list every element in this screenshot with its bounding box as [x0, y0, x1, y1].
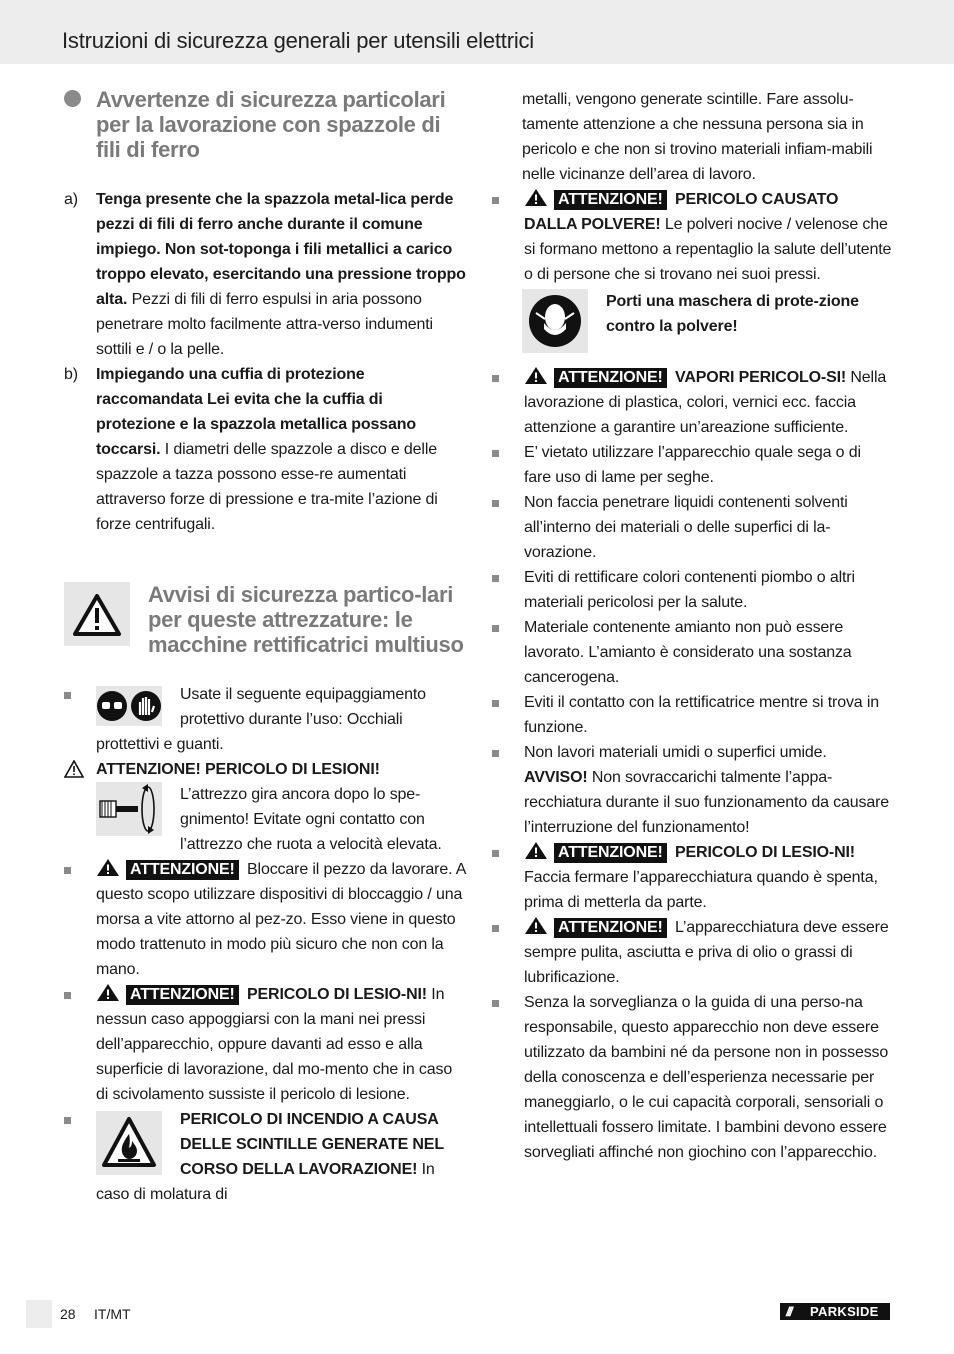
attention-label: ATTENZIONE!: [554, 368, 667, 388]
bullet-icon: [492, 500, 499, 507]
attention-label: ATTENZIONE!: [126, 860, 239, 880]
lesion-warning-title: ATTENZIONE! PERICOLO DI LESIONI!: [96, 761, 380, 778]
bullet-icon: [64, 692, 71, 699]
list-item-asbestos: [490, 615, 892, 690]
bullet-icon: [492, 850, 499, 857]
list-item-clamp: [62, 857, 466, 982]
overload-text: Non sovraccarichi talmente l’appa-recchiatura durante il suo funzionamento da causare l’interruzione del funzionamento!: [524, 769, 890, 836]
hands-text: In nessun caso appoggiarsi con la mani nei pressi dell’apparecchio, oppure davanti ad esso e alla superficie di lavorazione, dal mo-mento che in caso di scivolamento sussiste il pericolo di lesione.: [96, 986, 453, 1103]
list-item-saw: [490, 440, 892, 490]
vapor-bold: VAPORI PERICOLO-SI!: [675, 369, 847, 386]
contact-text: Eviti il contatto con la rettificatrice mentre si trova in funzione.: [524, 694, 879, 736]
list-item-a-text: Pezzi di fili di ferro espulsi in aria possono penetrare molto facilmente attra-verso indumenti sottili e / o la pelle.: [96, 291, 433, 358]
rotating-tool-warning: [62, 782, 466, 857]
mask-instruction: [490, 289, 892, 355]
dust-text: Le polveri nocive / velenose che si formano mettono a repentaglio la salute dell’utente o di persone che si trovano nei suoi pressi.: [524, 216, 892, 283]
fire-warning-icon: [96, 1111, 162, 1175]
fire-text: In caso di molatura di: [96, 1161, 435, 1203]
section-heading-wire-brush: [62, 87, 466, 162]
list-item-b-text: I diametri delle spazzole a disco e delle spazzole a tazza possono esse-re aumentati attraverso forze di pressione e tra-mite l’azione di forze centrifugali.: [96, 441, 438, 533]
right-column: [490, 87, 892, 1165]
brand-mark: ///: [786, 1304, 791, 1319]
warning-icon: [524, 841, 548, 860]
page-title: Istruzioni di sicurezza generali per utensili elettrici: [62, 28, 534, 53]
dust-mask-icon: [522, 289, 588, 353]
saw-text: E’ vietato utilizzare l’apparecchio quale sega o di fare uso di lame per seghe.: [524, 444, 861, 486]
attention-label: ATTENZIONE!: [554, 843, 667, 863]
list-item-children: [490, 990, 892, 1165]
list-item-lead: [490, 565, 892, 615]
warning-icon: [524, 366, 548, 385]
lesion-warning-heading: [62, 757, 466, 782]
page-header: [0, 0, 954, 64]
left-column: [62, 87, 466, 1207]
language-code: IT/MT: [94, 1306, 131, 1322]
warning-triangle-icon: [64, 582, 130, 646]
section-heading-grinders: [62, 582, 466, 682]
list-item-humid: [490, 740, 892, 840]
bullet-icon: [64, 992, 71, 999]
rotating-tool-text: L’attrezzo gira ancora dopo lo spe-gnimento! Evitate ogni contatto con l’attrezzo che ruota a velocità elevata.: [180, 786, 442, 853]
children-text: Senza la sorveglianza o la guida di una perso-na responsabile, questo apparecchio non deve essere utilizzato da bambini né da persone non in possesso della conoscenza e dell’esperienza necessarie per maneggiarlo, o le cui capacità corporali, sensoriali o intellettuali fossero limitate. I bambini devono essere sorvegliati affinché non giochino con l’apparecchio.: [524, 994, 889, 1161]
bullet-icon: [492, 750, 499, 757]
mask-text: Porti una maschera di prote-zione contro la polvere!: [606, 293, 859, 335]
section-title-wire-brush: Avvertenze di sicurezza particolari per la lavorazione con spazzole di fili di ferro: [96, 87, 446, 162]
list-item-hands: [62, 982, 466, 1107]
stop-text: Faccia fermare l’apparecchiatura quando è spenta, prima di metterla da parte.: [524, 869, 878, 911]
clean-text: L’apparecchiatura deve essere sempre pulita, asciutta e priva di olio o grassi di lubrificazione.: [524, 919, 889, 986]
rotating-brush-icon: [96, 782, 162, 836]
clamp-text: Bloccare il pezzo da lavorare. A questo scopo utilizzare dispositivi di bloccaggio / una morsa a vite attorno al pez-zo. Esso viene in questo modo trattenuto in modo più sicuro che non con la mano.: [96, 861, 466, 978]
lead-text: Eviti di rettificare colori contenenti piombo o altri materiali pericolosi per la salute.: [524, 569, 855, 611]
section-title-grinders: Avvisi di sicurezza partico-lari per queste attrezzature: le macchine rettificatrici multiuso: [148, 582, 464, 657]
dust-bold: PERICOLO CAUSATO DALLA POLVERE!: [524, 191, 839, 233]
bullet-icon: [492, 450, 499, 457]
list-item-dust: [490, 187, 892, 287]
bullet-icon: [492, 197, 499, 204]
solvents-text: Non faccia penetrare liquidi contenenti solventi all’interno dei materiali o delle superfici di la-vorazione.: [524, 494, 848, 561]
fire-continued-text: metalli, vengono generate scintille. Fare assolu-tamente attenzione a che nessuna persona sia in pericolo e che non si trovino materiali infiam-mabili nelle vicinanze dell’area di lavoro.: [522, 91, 873, 183]
list-item-a-bold: Tenga presente che la spazzola metal-lica perde pezzi di fili di ferro anche durante il comune impiego. Non sot-toponga i fili metallici a carico troppo elevato, esercitando una pressione troppo alta.: [96, 191, 466, 308]
list-item-vapors: [490, 365, 892, 440]
bullet-icon: [64, 1117, 71, 1124]
stop-bold: PERICOLO DI LESIO-NI!: [675, 844, 855, 861]
equipment-text: Usate il seguente equipaggiamento protettivo durante l’uso: Occhiali prottettivi e guanti.: [96, 686, 426, 753]
warning-icon: [96, 983, 120, 1002]
fire-bold: PERICOLO DI INCENDIO A CAUSA DELLE SCINTILLE GENERATE NEL CORSO DELLA LAVORAZIONE!: [180, 1111, 444, 1178]
list-item-equipment: [62, 682, 466, 757]
goggles-gloves-icon: [96, 686, 162, 726]
list-marker-b: b): [64, 366, 78, 383]
brand-name: PARKSIDE: [810, 1304, 879, 1319]
list-item-solvents: [490, 490, 892, 565]
warning-icon: [524, 916, 548, 935]
bullet-icon: [492, 925, 499, 932]
list-item-a: [62, 187, 466, 362]
list-item-stop: [490, 840, 892, 915]
brand-logo: [780, 1303, 890, 1320]
footer-marker: [26, 1300, 52, 1328]
bullet-icon: [492, 375, 499, 382]
list-item-b: [62, 362, 466, 537]
attention-label: ATTENZIONE!: [126, 985, 239, 1005]
bullet-icon: [64, 867, 71, 874]
warning-icon: [524, 188, 548, 207]
notice-bold: AVVISO!: [524, 769, 588, 786]
list-marker-a: a): [64, 191, 78, 208]
section-bullet-icon: [64, 90, 81, 107]
bullet-icon: [492, 575, 499, 582]
list-item-b-bold: Impiegando una cuffia di protezione raccomandata Lei evita che la cuffia di protezione e la spazzola metallica possano toccarsi.: [96, 366, 417, 458]
bullet-icon: [492, 700, 499, 707]
hands-bold: PERICOLO DI LESIO-NI!: [247, 986, 427, 1003]
bullet-icon: [492, 1000, 499, 1007]
vapor-text: Nella lavorazione di plastica, colori, vernici ecc. faccia attenzione a garantire un’areazione sufficiente.: [524, 369, 887, 436]
list-item-fire: [62, 1107, 466, 1207]
warning-outline-icon: [64, 760, 84, 786]
warning-icon: [96, 858, 120, 877]
list-item-clean: [490, 915, 892, 990]
bullet-icon: [492, 625, 499, 632]
attention-label: ATTENZIONE!: [554, 190, 667, 210]
page-number: 28: [60, 1306, 76, 1322]
humid-text: Non lavori materiali umidi o superfici umide.: [524, 744, 827, 761]
attention-label: ATTENZIONE!: [554, 918, 667, 938]
list-item-contact: [490, 690, 892, 740]
asbestos-text: Materiale contenente amianto non può essere lavorato. L’amianto è considerato una sostanza cancerogena.: [524, 619, 852, 686]
